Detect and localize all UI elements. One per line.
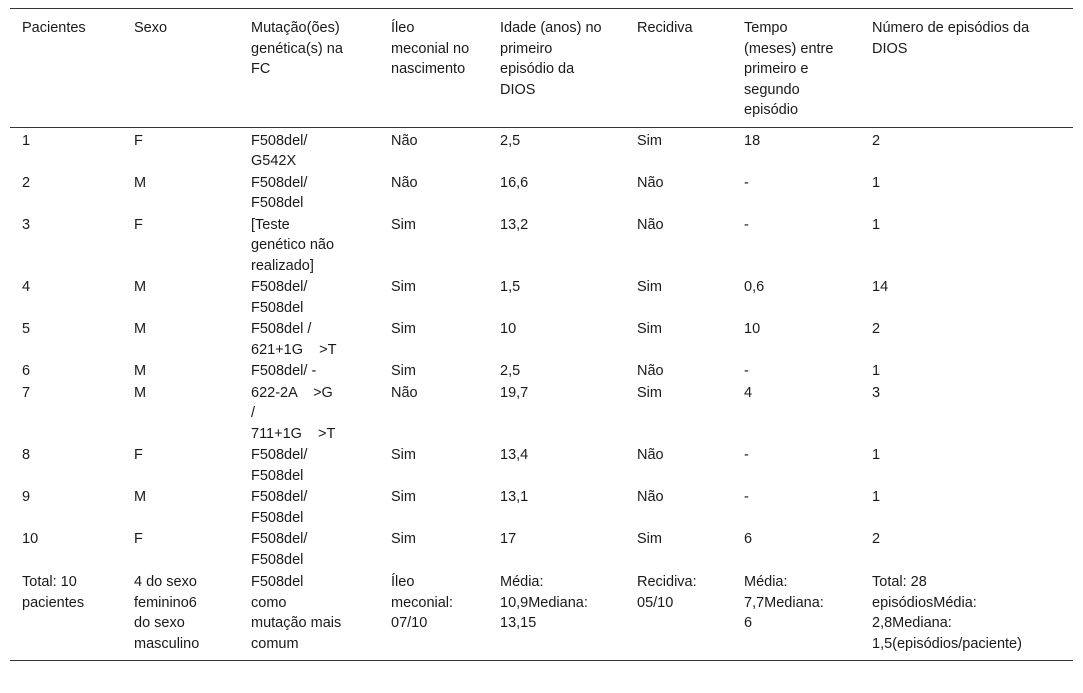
cell-idade: 1,5 (500, 279, 521, 295)
cell-sexo: M (134, 321, 147, 337)
table-row (10, 215, 1073, 278)
cell-idade: 10 (500, 321, 517, 337)
cell-ileo: Não (391, 132, 418, 149)
cell-episodios: 1 (872, 216, 881, 233)
cell-paciente: 6 (22, 363, 31, 379)
cell-idade: 17 (500, 531, 517, 547)
table-row (10, 127, 1073, 173)
cell-recidiva: Não (637, 216, 664, 233)
cell-mutacao: F508del / 621+1G >T (251, 321, 337, 358)
cell-tempo: - (744, 174, 749, 191)
cell-recidiva: Sim (637, 531, 662, 547)
cell-episodios: 1 (872, 489, 881, 505)
header-ileo-meconial: Íleo meconial no nascimento (391, 20, 470, 77)
cell-mutacao: 622-2A >G / 711+1G >T (251, 384, 336, 442)
total-sexo: 4 do sexo feminino6 do sexo masculino (134, 574, 200, 652)
cell-recidiva: Sim (637, 132, 662, 149)
cell-paciente: 3 (22, 216, 31, 233)
cell-tempo: 4 (744, 384, 753, 401)
table-total-row (10, 571, 1073, 661)
cell-paciente: 7 (22, 384, 31, 401)
cell-ileo: Sim (391, 447, 416, 463)
cell-tempo: 10 (744, 321, 761, 337)
table-header-row (10, 9, 1073, 128)
total-tempo: Média: 7,7Mediana: 6 (744, 574, 824, 631)
cell-recidiva: Sim (637, 384, 662, 401)
cell-ileo: Não (391, 174, 418, 191)
total-mutacao: F508del como mutação mais comum (251, 574, 342, 652)
header-mutacao: Mutação(ões) genética(s) na FC (251, 20, 343, 77)
cell-tempo: - (744, 363, 749, 379)
cell-recidiva: Não (637, 489, 664, 505)
cell-mutacao: F508del/ F508del (251, 447, 308, 484)
cell-tempo: - (744, 447, 749, 463)
table-row (10, 529, 1073, 571)
cell-sexo: F (134, 531, 143, 547)
header-pacientes: Pacientes (22, 20, 86, 36)
total-recidiva: Recidiva: 05/10 (637, 574, 697, 611)
cell-paciente: 8 (22, 447, 31, 463)
cell-idade: 2,5 (500, 363, 521, 379)
cell-idade: 13,1 (500, 489, 529, 505)
cell-mutacao: F508del/ F508del (251, 489, 308, 526)
cell-recidiva: Não (637, 174, 664, 191)
cell-recidiva: Não (637, 447, 664, 463)
cell-ileo: Sim (391, 531, 416, 547)
cell-episodios: 1 (872, 174, 881, 191)
cell-tempo: - (744, 489, 749, 505)
cell-mutacao: F508del/ F508del (251, 174, 308, 211)
cell-recidiva: Não (637, 363, 664, 379)
cell-tempo: - (744, 216, 749, 233)
cell-sexo: F (134, 132, 143, 149)
cell-recidiva: Sim (637, 321, 662, 337)
header-numero-episodios: Número de episódios da DIOS (872, 20, 1030, 57)
cell-sexo: M (134, 489, 147, 505)
header-tempo: Tempo (meses) entre primeiro e segundo episódio (744, 20, 834, 118)
cell-recidiva: Sim (637, 279, 662, 295)
cell-sexo: M (134, 384, 147, 401)
cell-tempo: 6 (744, 531, 753, 547)
cell-episodios: 2 (872, 132, 881, 149)
total-pacientes: Total: 10 pacientes (22, 574, 85, 611)
cell-paciente: 1 (22, 132, 31, 149)
table-row (10, 445, 1073, 487)
table-row (10, 487, 1073, 529)
cell-mutacao: F508del/ F508del (251, 279, 308, 316)
table-row (10, 319, 1073, 361)
cell-episodios: 2 (872, 531, 881, 547)
cell-tempo: 18 (744, 132, 761, 149)
cell-mutacao: F508del/ G542X (251, 132, 308, 169)
cell-paciente: 9 (22, 489, 31, 505)
cell-idade: 19,7 (500, 384, 529, 401)
cell-paciente: 10 (22, 531, 39, 547)
table-row (10, 361, 1073, 383)
cell-episodios: 1 (872, 447, 881, 463)
cell-ileo: Sim (391, 489, 416, 505)
cell-episodios: 2 (872, 321, 881, 337)
cell-sexo: M (134, 363, 147, 379)
cell-mutacao: F508del/ - (251, 363, 317, 379)
cell-sexo: F (134, 216, 143, 233)
cell-tempo: 0,6 (744, 279, 765, 295)
cell-episodios: 14 (872, 279, 889, 295)
cell-ileo: Sim (391, 363, 416, 379)
table-container (10, 8, 1073, 661)
cell-paciente: 4 (22, 279, 31, 295)
cell-idade: 13,2 (500, 216, 529, 233)
cell-episodios: 1 (872, 363, 881, 379)
header-sexo: Sexo (134, 20, 168, 36)
cell-idade: 16,6 (500, 174, 529, 191)
dios-patients-table (10, 8, 1073, 661)
cell-ileo: Sim (391, 216, 416, 233)
cell-paciente: 2 (22, 174, 31, 191)
header-recidiva: Recidiva (637, 20, 693, 36)
cell-idade: 13,4 (500, 447, 529, 463)
cell-mutacao: [Teste genético não realizado] (251, 216, 335, 274)
total-ileo: Íleo meconial: 07/10 (391, 574, 454, 631)
cell-sexo: M (134, 174, 147, 191)
header-idade: Idade (anos) no primeiro episódio da DIOS (500, 20, 602, 98)
table-row (10, 383, 1073, 446)
table-row (10, 277, 1073, 319)
total-idade: Média: 10,9Mediana: 13,15 (500, 574, 588, 631)
total-episodios: Total: 28 episódiosMédia: 2,8Mediana: 1,5(episódios/paciente) (872, 574, 1022, 652)
table-row (10, 173, 1073, 215)
cell-sexo: F (134, 447, 143, 463)
cell-idade: 2,5 (500, 132, 521, 149)
cell-episodios: 3 (872, 384, 881, 401)
cell-mutacao: F508del/ F508del (251, 531, 308, 568)
cell-ileo: Sim (391, 279, 416, 295)
cell-sexo: M (134, 279, 147, 295)
cell-ileo: Não (391, 384, 418, 401)
cell-paciente: 5 (22, 321, 31, 337)
cell-ileo: Sim (391, 321, 416, 337)
